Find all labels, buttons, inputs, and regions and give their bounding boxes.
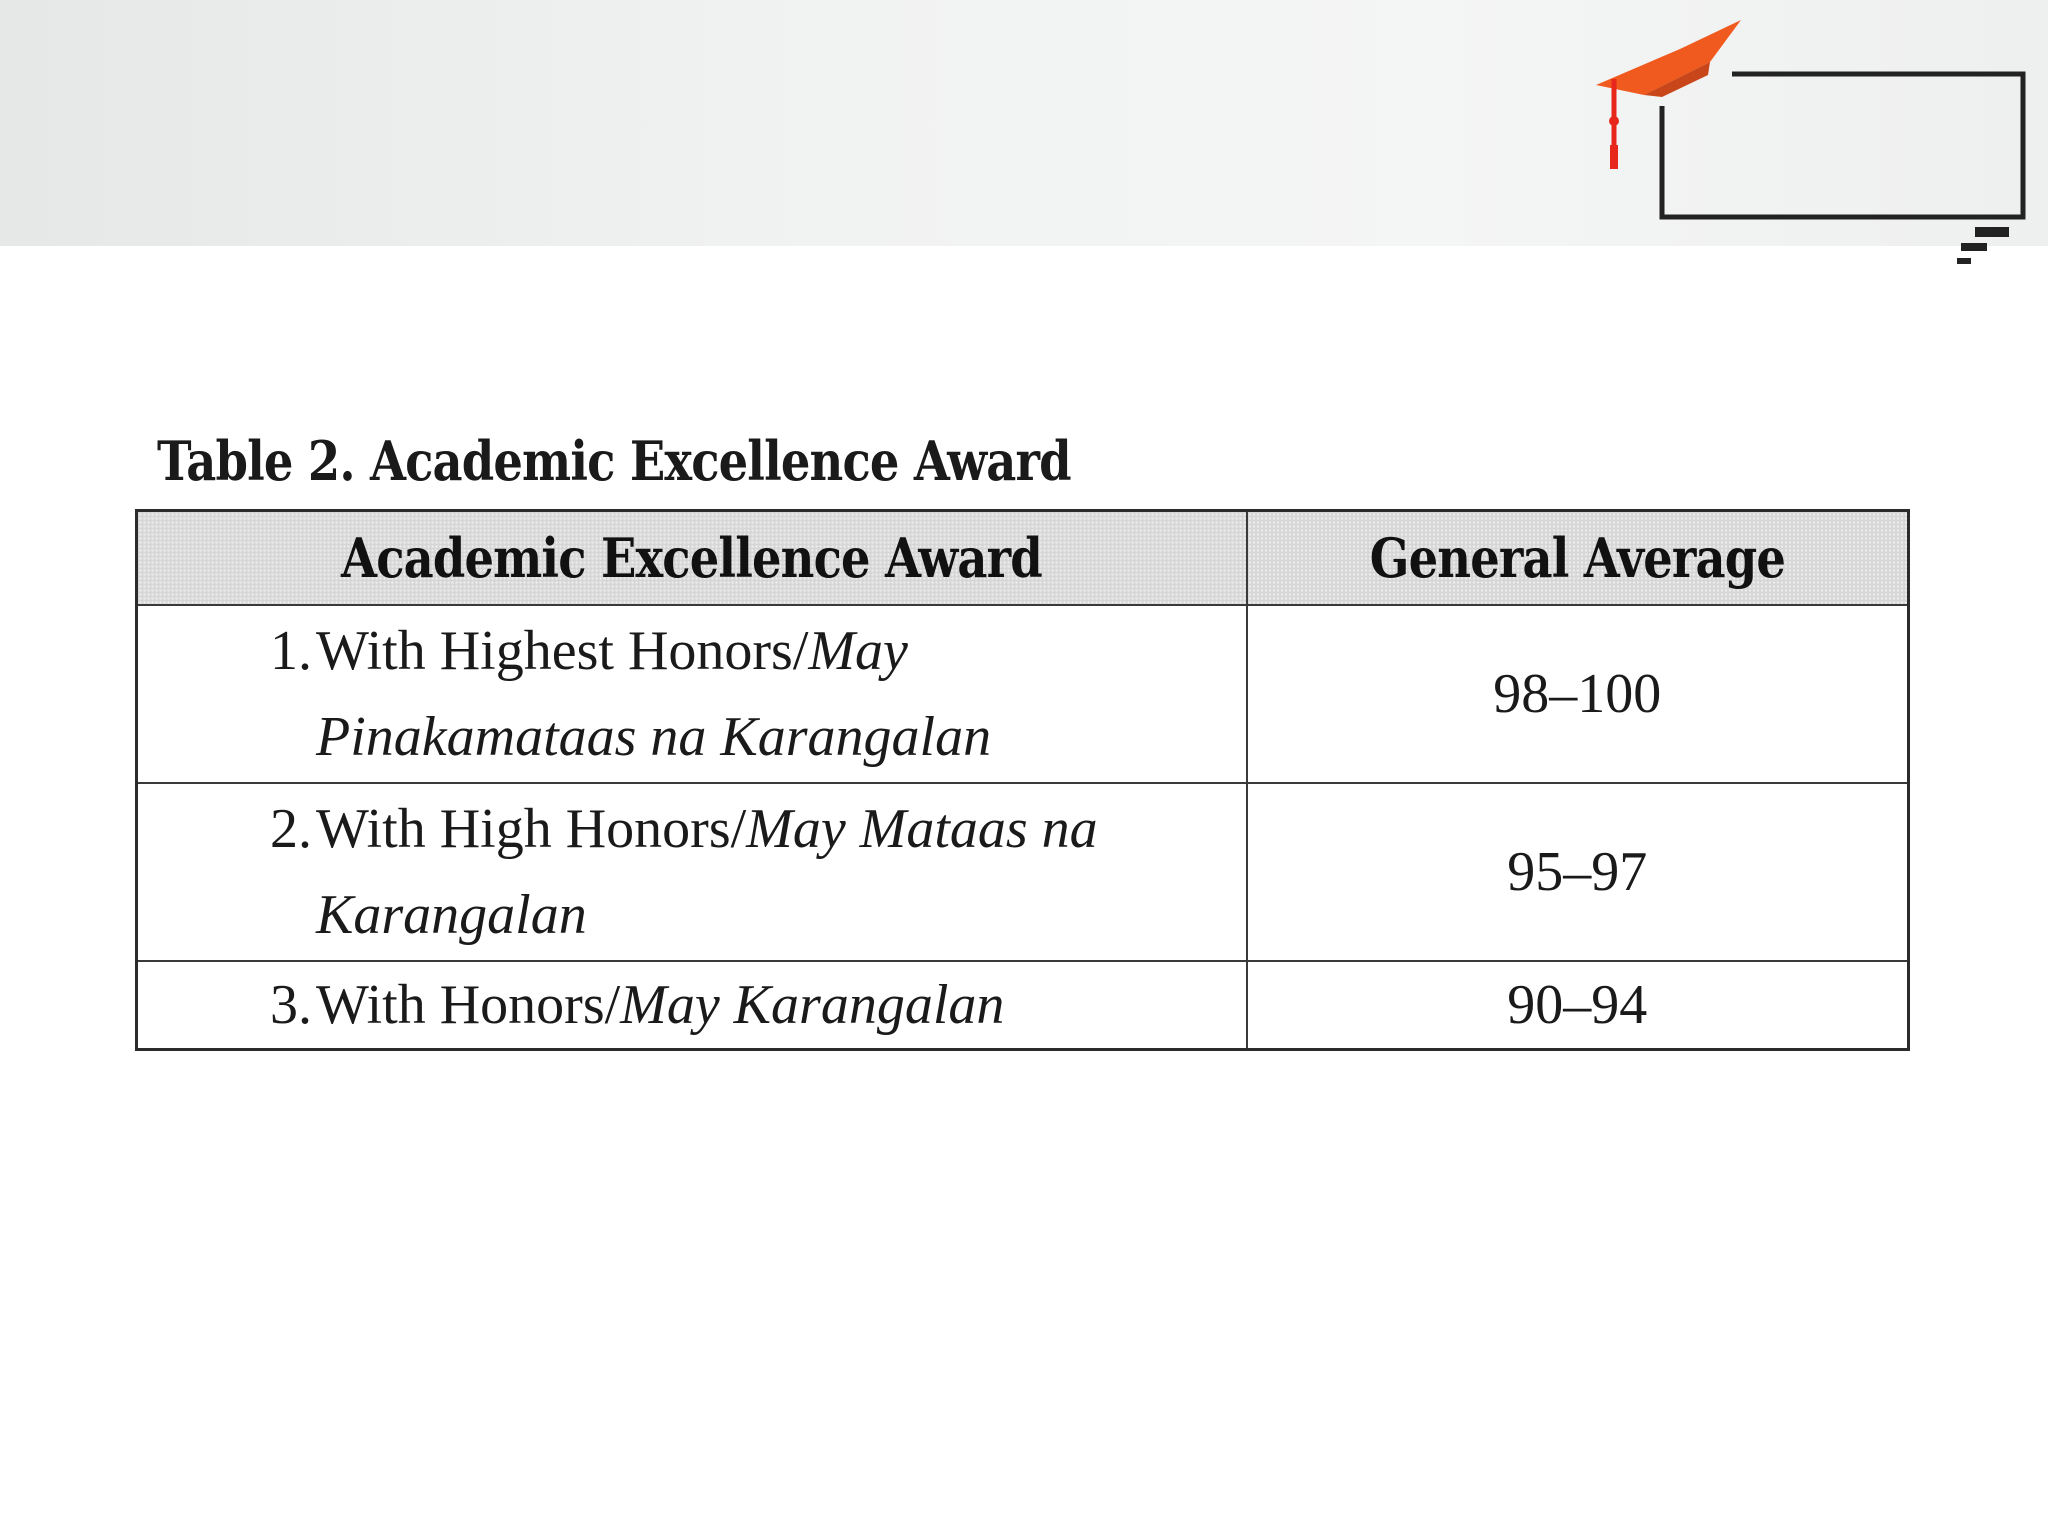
table-row: [137, 605, 1909, 783]
award-column-header: Academic Excellence Award: [137, 511, 1247, 606]
award-name-english: With Honors/: [316, 974, 621, 1036]
row-number: 3.: [270, 974, 312, 1036]
award-name-filipino: May Pinakamataas na Karangalan: [316, 620, 992, 768]
award-cell: [137, 605, 1247, 783]
average-cell: 98–100: [1247, 605, 1909, 783]
graduation-cap-icon: [1596, 20, 1741, 169]
average-cell: 90–94: [1247, 961, 1909, 1050]
award-cell: [137, 961, 1247, 1050]
table-header-row: [137, 511, 1909, 606]
award-name: [316, 962, 1196, 1048]
award-name-english: With High Honors/: [316, 798, 747, 860]
table-row: [137, 783, 1909, 961]
row-number: 2.: [270, 798, 312, 860]
award-name-filipino: May Karangalan: [620, 974, 1005, 1036]
graduation-cap-logo: [1590, 15, 2030, 280]
average-cell: 95–97: [1247, 783, 1909, 961]
academic-excellence-table: [135, 509, 1910, 1051]
logo-frame: [1662, 74, 2023, 264]
award-name-english: With Highest Honors/: [316, 620, 809, 682]
award-name: [316, 608, 1196, 780]
award-name: [316, 786, 1196, 958]
award-cell: [137, 783, 1247, 961]
table-row: [137, 961, 1909, 1050]
average-column-header: General Average: [1247, 511, 1909, 606]
award-name-filipino: May Mataas na Karangalan: [316, 798, 1098, 946]
row-number: 1.: [270, 620, 312, 682]
table-title: Table 2. Academic Excellence Award: [157, 429, 1071, 493]
